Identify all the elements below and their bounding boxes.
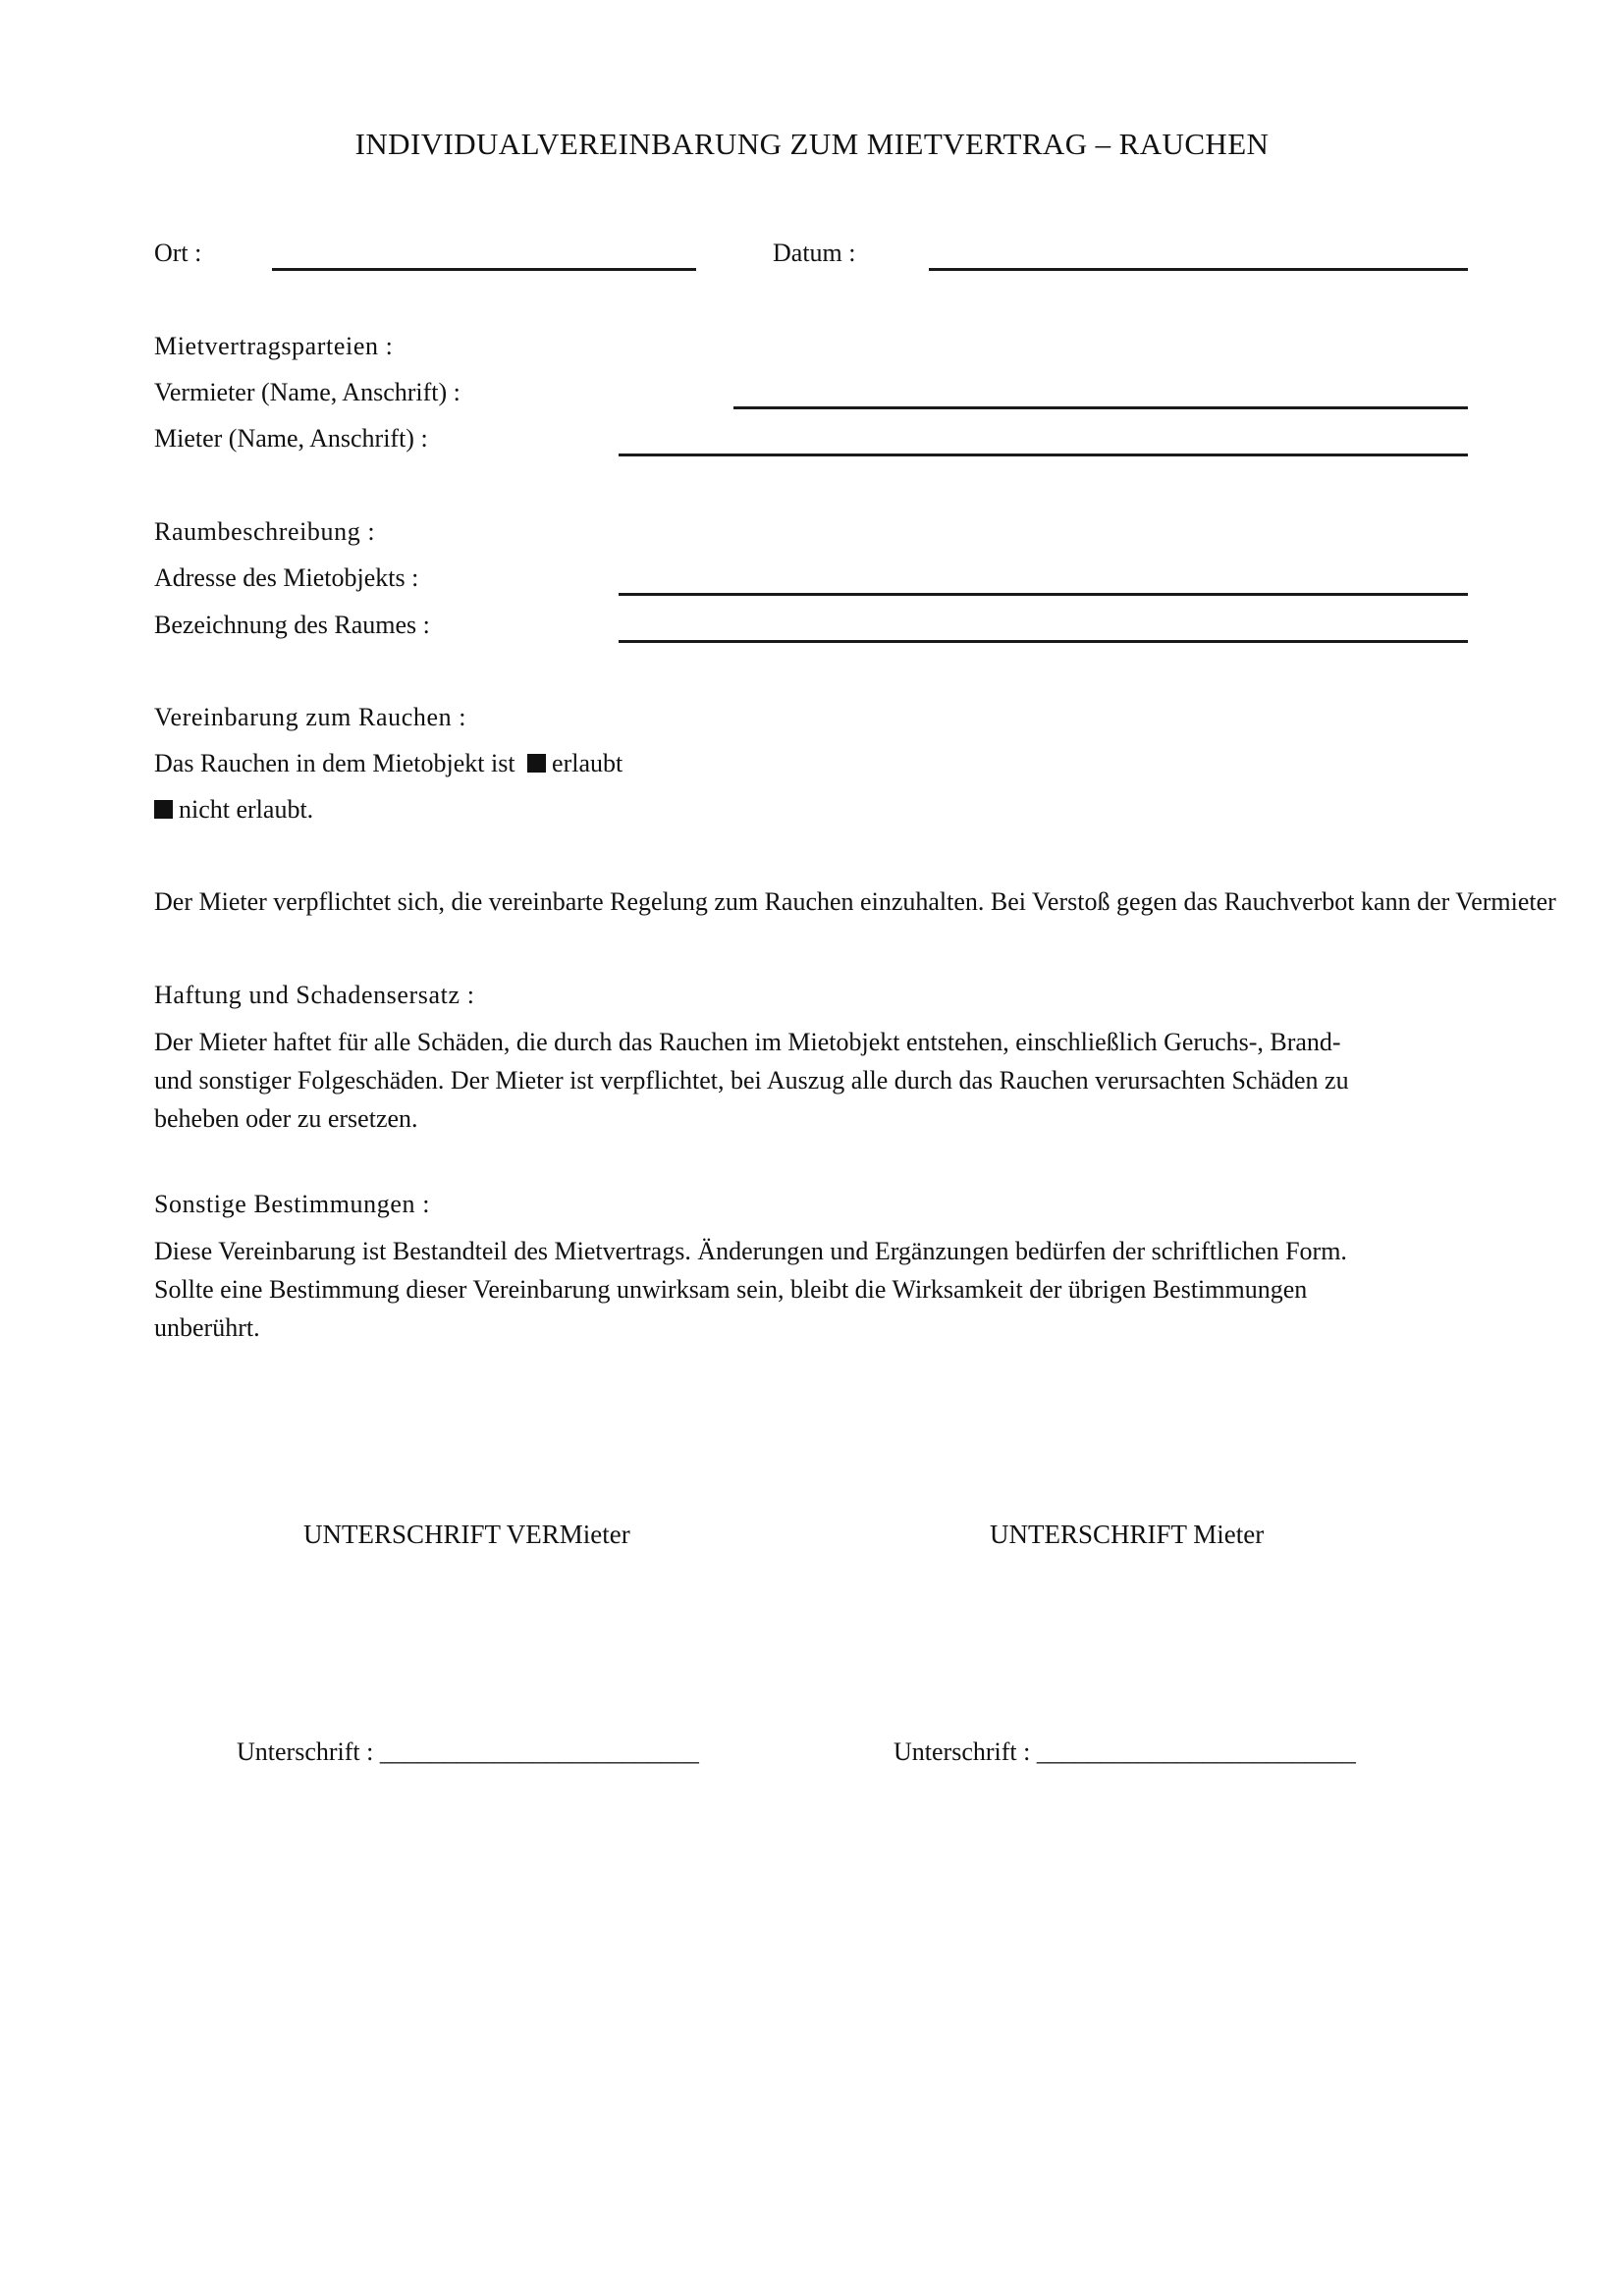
- haftung-line: Der Mieter haftet für alle Schäden, die durch das Rauchen im Mietobjekt entstehen, einschließlich Geruchs-, Brand-: [154, 1028, 1341, 1056]
- mieter-input-line[interactable]: [619, 454, 1468, 456]
- rauchen-statement: Das Rauchen in dem Mietobjekt ist: [154, 749, 515, 777]
- signature-line-vermieter[interactable]: Unterschrift : _________________________: [237, 1737, 699, 1766]
- checkbox-erlaubt[interactable]: [527, 754, 546, 773]
- vermieter-label: Vermieter (Name, Anschrift) :: [154, 378, 460, 406]
- haftung-line: beheben oder zu ersetzen.: [154, 1104, 418, 1133]
- signature-heading-vermieter: UNTERSCHRIFT VERMieter: [303, 1520, 630, 1549]
- rauchen-heading: Vereinbarung zum Rauchen :: [154, 703, 467, 731]
- adresse-input-line[interactable]: [619, 593, 1468, 596]
- rauchen-statement-row: [154, 748, 623, 779]
- sonstige-heading: Sonstige Bestimmungen :: [154, 1190, 431, 1218]
- adresse-label: Adresse des Mietobjekts :: [154, 563, 419, 592]
- sonstige-paragraph: [154, 1232, 1347, 1347]
- signature-heading-mieter: UNTERSCHRIFT Mieter: [990, 1520, 1265, 1549]
- signature-line-mieter[interactable]: Unterschrift : _________________________: [893, 1737, 1356, 1766]
- datum-label: Datum :: [773, 239, 856, 267]
- datum-input-line[interactable]: [929, 268, 1468, 271]
- haftung-paragraph: [154, 1023, 1349, 1138]
- mieter-label: Mieter (Name, Anschrift) :: [154, 424, 428, 453]
- haftung-heading: Haftung und Schadensersatz :: [154, 981, 475, 1009]
- rauchen-option-row: [154, 794, 313, 826]
- sonstige-line: Sollte eine Bestimmung dieser Vereinbarung unwirksam sein, bleibt die Wirksamkeit der übrigen Bestimmungen: [154, 1275, 1308, 1304]
- sonstige-line: unberührt.: [154, 1313, 260, 1342]
- verpflichtung-text: Der Mieter verpflichtet sich, die vereinbarte Regelung zum Rauchen einzuhalten. Bei Verstoß gegen das Rauchverbot kann der Vermieter: [154, 887, 1556, 916]
- parteien-heading: Mietvertragsparteien :: [154, 332, 394, 360]
- haftung-line: und sonstiger Folgeschäden. Der Mieter ist verpflichtet, bei Auszug alle durch das Rauchen verursachten Schäden zu: [154, 1066, 1349, 1095]
- vermieter-input-line[interactable]: [733, 406, 1468, 409]
- raum-heading: Raumbeschreibung :: [154, 517, 376, 546]
- bezeichnung-input-line[interactable]: [619, 640, 1468, 643]
- ort-label: Ort :: [154, 239, 202, 267]
- document-title: INDIVIDUALVEREINBARUNG ZUM MIETVERTRAG – RAUCHEN: [354, 127, 1270, 161]
- sonstige-line: Diese Vereinbarung ist Bestandteil des Mietvertrags. Änderungen und Ergänzungen bedürfen der schriftlichen Form.: [154, 1237, 1347, 1265]
- option-erlaubt-label: erlaubt: [552, 749, 623, 777]
- checkbox-nicht-erlaubt[interactable]: [154, 800, 173, 819]
- ort-input-line[interactable]: [272, 268, 696, 271]
- bezeichnung-label: Bezeichnung des Raumes :: [154, 611, 430, 639]
- option-nicht-erlaubt-label: nicht erlaubt.: [179, 795, 314, 824]
